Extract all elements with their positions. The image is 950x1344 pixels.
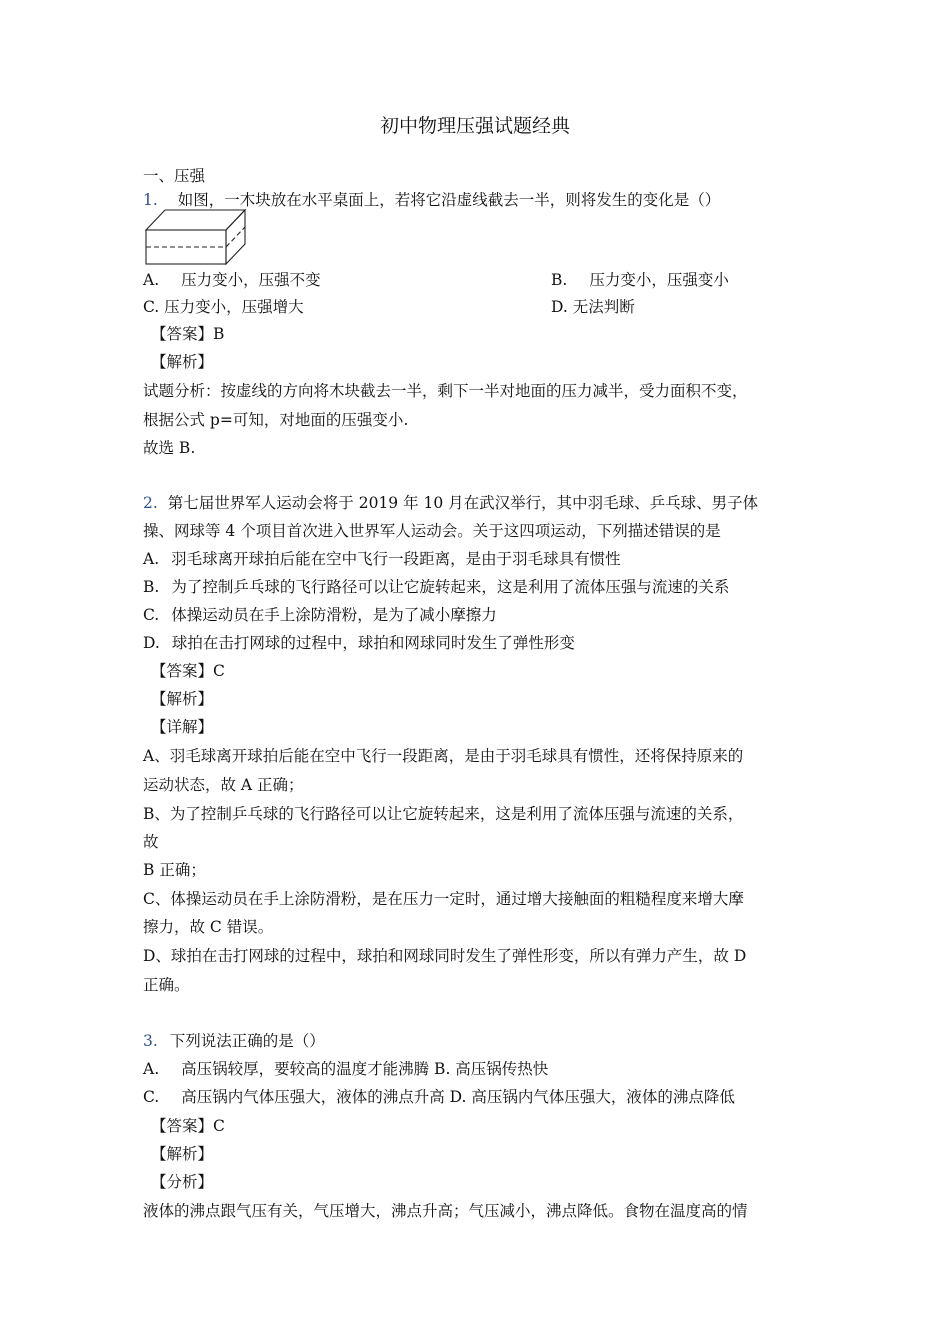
q2-detail-line-6: C、体操运动员在手上涂防滑粉，是在压力一定时，通过增大接触面的粗糙程度来增大摩 — [143, 890, 744, 908]
q2-option-b-key: B. — [143, 578, 160, 596]
q2-detail-line-1: A、羽毛球离开球拍后能在空中飞行一段距离，是由于羽毛球具有惯性，还将保持原来的 — [143, 747, 744, 765]
q3-answer-text: 【答案】C — [151, 1117, 225, 1135]
q2-stem-1: 第七届世界军人运动会将于 2019 年 10 月在武汉举行，其中羽毛球、乒乓球、男子体 — [167, 494, 759, 512]
q3-fenxi-line-1: 液体的沸点跟气压有关，气压增大，沸点升高；气压减小，沸点降低。食物在温度高的情 — [143, 1202, 748, 1220]
q3-stem-line — [143, 1031, 325, 1051]
q1-answer-text: 【答案】B — [151, 325, 225, 343]
q2-option-d — [143, 633, 575, 653]
q1-option-c: C. 压力变小，压强增大 — [143, 298, 304, 316]
q3-option-cd — [143, 1087, 735, 1107]
q3-option-ab — [143, 1059, 548, 1079]
block-top-face — [146, 210, 245, 230]
q3-number: 3. — [143, 1032, 158, 1050]
q2-number: 2. — [143, 494, 158, 512]
q2-analysis-tag-text: 【解析】 — [151, 690, 214, 708]
q3-analysis-tag — [143, 1144, 213, 1164]
q2-detail-line-8: D、球拍在击打网球的过程中，球拍和网球同时发生了弹性形变，所以有弹力产生，故 D — [143, 947, 747, 965]
q2-option-a — [143, 549, 621, 569]
q3-fenxi-tag-text: 【分析】 — [151, 1173, 214, 1191]
q2-detail-line-3: B、为了控制乒乓球的飞行路径可以让它旋转起来，这是利用了流体压强与流速的关系， — [143, 805, 744, 823]
page-title: 初中物理压强试题经典 — [379, 115, 570, 137]
q2-answer — [143, 661, 225, 681]
q3-analysis-tag-text: 【解析】 — [151, 1145, 214, 1163]
q1-stem: 如图，一木块放在水平桌面上，若将它沿虚线截去一半，则将发生的变化是（） — [177, 191, 721, 209]
q1-option-d: D. 无法判断 — [551, 298, 635, 316]
q3-option-a-key: A. — [143, 1060, 160, 1078]
q2-stem-line-2: 操、网球等 4 个项目首次进入世界军人运动会。关于这四项运动，下列描述错误的是 — [143, 522, 721, 540]
q2-option-d-key: D. — [143, 634, 160, 652]
q2-detail-tag — [143, 717, 213, 737]
q2-option-b-text: 为了控制乒乓球的飞行路径可以让它旋转起来，这是利用了流体压强与流速的关系 — [171, 578, 730, 596]
q1-analysis-tag — [143, 352, 213, 372]
q1-answer — [143, 324, 224, 344]
q3-stem: 下列说法正确的是（） — [169, 1032, 325, 1050]
q2-option-d-text: 球拍在击打网球的过程中，球拍和网球同时发生了弹性形变 — [171, 634, 575, 652]
q2-option-c-text: 体操运动员在手上涂防滑粉，是为了减小摩擦力 — [171, 606, 497, 624]
q2-detail-tag-text: 【详解】 — [151, 718, 214, 736]
q2-option-a-text: 羽毛球离开球拍后能在空中飞行一段距离，是由于羽毛球具有惯性 — [171, 550, 621, 568]
q1-number: 1. — [143, 191, 158, 209]
q1-analysis-line-3: 故选 B. — [143, 439, 196, 457]
q1-analysis-tag-text: 【解析】 — [151, 353, 214, 371]
block-side-face — [226, 210, 245, 264]
q3-option-ab-text: 高压锅较厚，要较高的温度才能沸腾 B. 高压锅传热快 — [181, 1060, 549, 1078]
q1-option-b-key: B. — [551, 271, 568, 289]
q3-fenxi-tag — [143, 1172, 213, 1192]
q2-option-c-key: C. — [143, 606, 160, 624]
q1-analysis-line-2: 根据公式 p=可知，对地面的压强变小. — [143, 411, 409, 429]
q2-detail-line-9: 正确。 — [143, 976, 190, 994]
q2-answer-text: 【答案】C — [151, 662, 225, 680]
q3-option-c-key: C. — [143, 1088, 160, 1106]
q2-stem-line-1 — [143, 493, 758, 513]
cut-dashed-line-side — [226, 227, 245, 247]
q2-option-a-key: A. — [143, 550, 160, 568]
q2-analysis-tag — [143, 689, 213, 709]
q3-option-cd-text: 高压锅内气体压强大，液体的沸点升高 D. 高压锅内气体压强大，液体的沸点降低 — [181, 1088, 735, 1106]
q2-option-b — [143, 577, 729, 597]
q2-option-c — [143, 605, 497, 625]
q2-detail-line-2: 运动状态，故 A 正确； — [143, 776, 304, 794]
q1-option-b-text: 压力变小，压强变小 — [589, 271, 729, 289]
section-heading: 一、压强 — [143, 167, 206, 185]
q1-option-a-text: 压力变小，压强不变 — [181, 271, 321, 289]
q3-answer — [143, 1116, 225, 1136]
q1-option-a — [143, 270, 321, 290]
q2-detail-line-4: 故 — [143, 833, 159, 851]
q2-detail-line-5: B 正确； — [143, 861, 206, 879]
wood-block-figure — [143, 208, 249, 266]
q1-option-a-key: A. — [143, 271, 160, 289]
q1-analysis-line-1: 试题分析：按虚线的方向将木块截去一半，剩下一半对地面的压力减半，受力面积不变， — [143, 382, 748, 400]
q1-stem-line — [143, 190, 720, 210]
q1-option-b — [551, 270, 729, 290]
q2-detail-line-7: 擦力，故 C 错误。 — [143, 918, 274, 936]
